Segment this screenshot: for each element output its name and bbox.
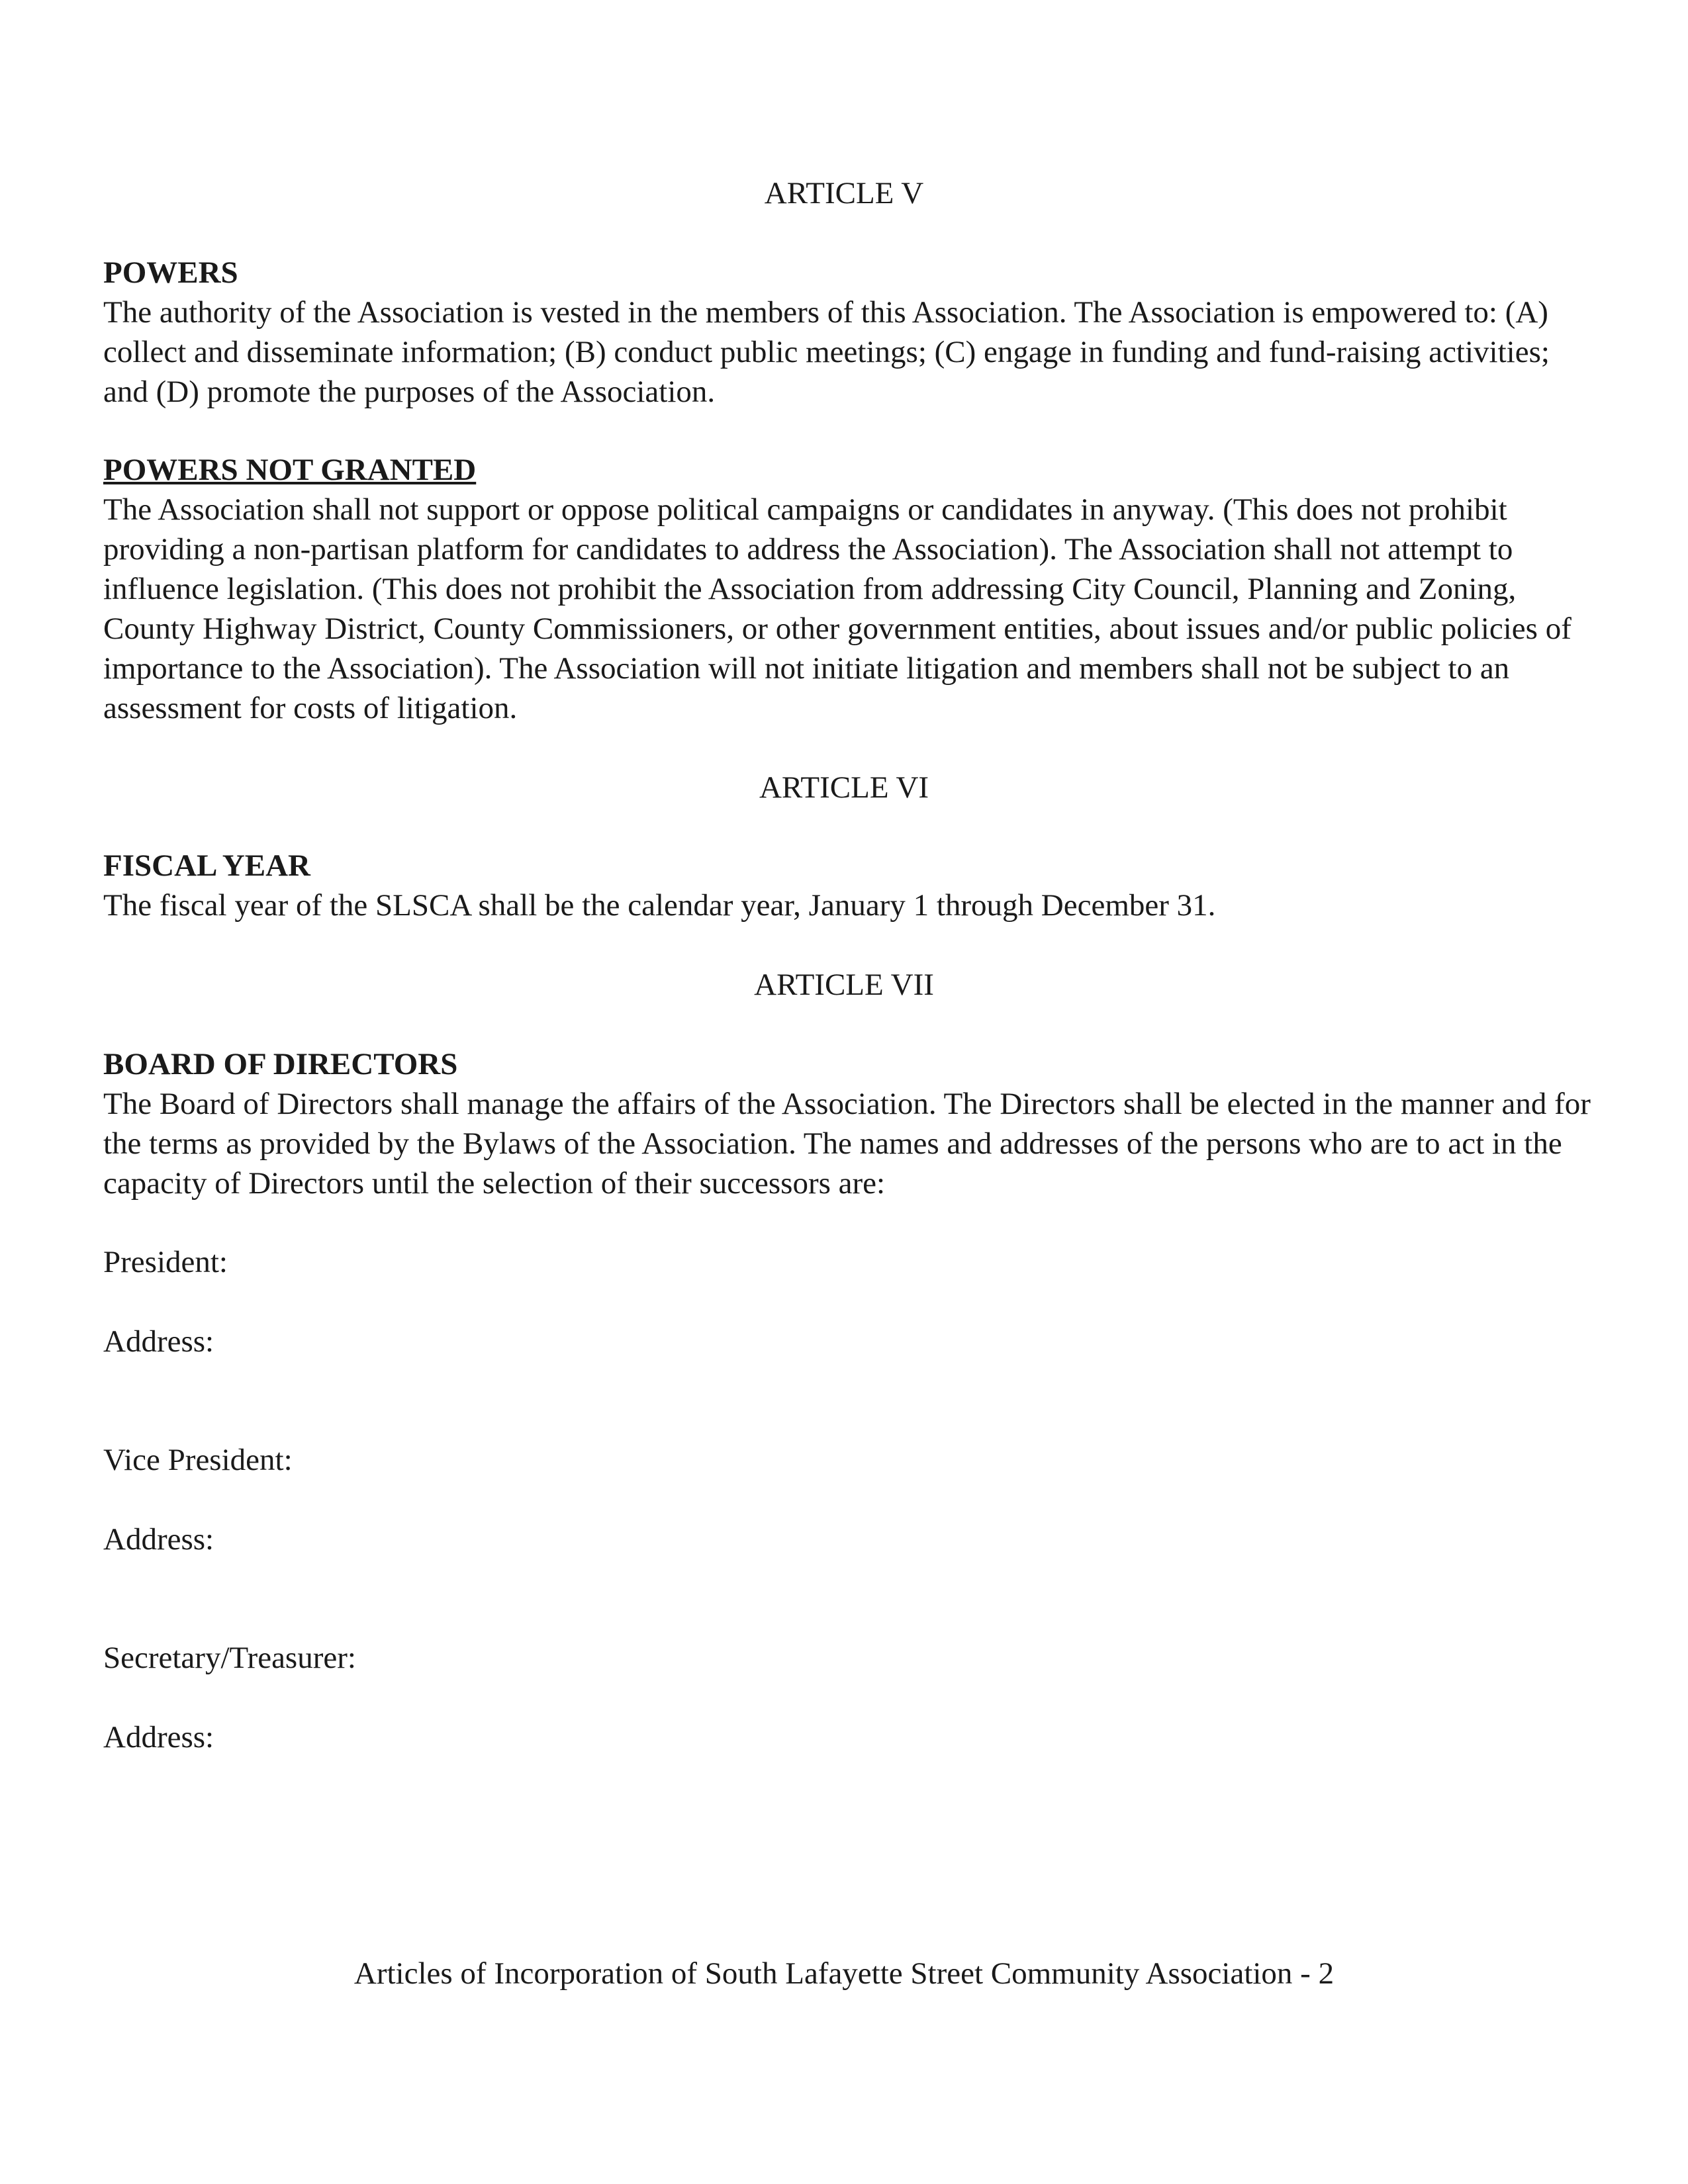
article-v-heading: ARTICLE V [764,176,924,210]
powers-section [103,253,1599,412]
board-of-directors-body: The Board of Directors shall manage the affairs of the Association. The Directors shall be elected in the manner and for the terms as provided by the Bylaws of the Association. The names and addresses of the persons who are to act in the capacity of Directors until the selection of their successors are: [103,1087,1591,1201]
president-address-label: Address: [103,1324,214,1359]
vice-president-label: Vice President: [103,1443,293,1477]
page-footer: Articles of Incorporation of South Lafayette Street Community Association - 2 [353,1956,1335,1991]
fiscal-year-body: The fiscal year of the SLSCA shall be the calendar year, January 1 through December 31. [103,888,1216,923]
president-label: President: [103,1245,228,1279]
board-of-directors-section [103,1044,1599,1203]
vice-president-address-label: Address: [103,1522,214,1557]
article-vii-heading: ARTICLE VII [754,968,934,1002]
secretary-treasurer-label: Secretary/Treasurer: [103,1641,356,1675]
board-of-directors-title: BOARD OF DIRECTORS [103,1047,458,1081]
powers-body: The authority of the Association is vested in the members of this Association. The Association is empowered to: (A) collect and disseminate information; (B) conduct public meetings; (C) engage in funding and fund-raising activities; and (D) promote the purposes of the Association. [103,295,1550,409]
powers-not-granted-body: The Association shall not support or oppose political campaigns or candidates in anyway. (This does not prohibit providing a non-partisan platform for candidates to address the Association). The Association shall not attempt to influence legislation. (This does not prohibit the Association from addressing City Council, Planning and Zoning, County Highway District, County Commissioners, or other government entities, about issues and/or public policies of importance to the Association). The Association will not initiate litigation and members shall not be subject to an assessment for costs of litigation. [103,492,1571,725]
article-vi-heading: ARTICLE VI [759,770,929,805]
powers-title: POWERS [103,255,238,290]
fiscal-year-title: FISCAL YEAR [103,848,310,883]
powers-not-granted-section [103,450,1599,728]
powers-not-granted-title: POWERS NOT GRANTED [103,453,477,487]
fiscal-year-section [103,846,1599,925]
secretary-treasurer-address-label: Address: [103,1720,214,1754]
